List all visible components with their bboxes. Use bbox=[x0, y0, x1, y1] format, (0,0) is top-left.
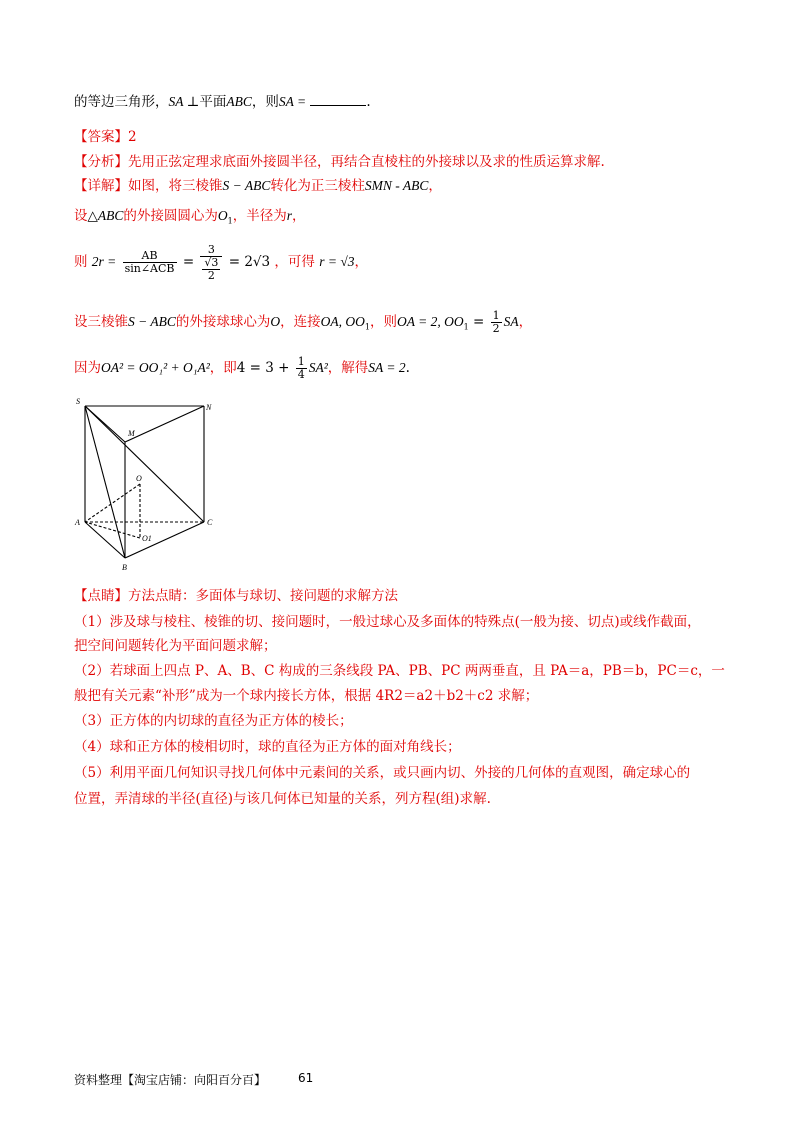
label-a: A bbox=[75, 518, 80, 527]
edge-sc bbox=[85, 406, 204, 522]
equation-radius: 则 2r = $\frac{AB}{\text{sin∠ACB}}$ = 3 √3 2 = 2√3 ，可得 r = √3， bbox=[74, 242, 368, 282]
tips-item: （1）涉及球与棱柱、棱锥的切、接问题时，一般过球心及多面体的特殊点(一般为接、切点)或线作截面， bbox=[74, 614, 701, 630]
tips-title: 【点睛】方法点睛：多面体与球切、接问题的求解方法 bbox=[74, 588, 398, 604]
label-o: O bbox=[136, 474, 142, 483]
tips-item: （5）利用平面几何知识寻找几何体中元素间的关系，或只画内切、外接的几何体的直观图，确定球心的 bbox=[74, 765, 691, 781]
question-tail: 的等边三角形，SA ⊥平面ABC，则SA = . bbox=[74, 94, 371, 110]
fraction-half: $\frac{1}{2}$ bbox=[492, 309, 500, 335]
page-number: 61 bbox=[298, 1071, 314, 1085]
analysis-tag: 【分析】 bbox=[74, 154, 128, 170]
answer-value: 2 bbox=[128, 129, 137, 145]
label-b: B bbox=[122, 563, 127, 572]
detail-line: 【详解】如图，将三棱锥S − ABC转化为正三棱柱SMN - ABC， bbox=[74, 178, 442, 194]
tips-tag: 【点睛】 bbox=[74, 588, 128, 604]
tips-item: 把空间问题转化为平面问题求解； bbox=[74, 638, 277, 654]
analysis-line: 【分析】先用正弦定理求底面外接圆半径，再结合直棱柱的外接球以及求的性质运算求解. bbox=[74, 154, 605, 170]
label-m: M bbox=[128, 429, 135, 438]
answer-line bbox=[74, 127, 137, 147]
label-o1: O1 bbox=[142, 534, 152, 543]
tips-item: （4）球和正方体的棱相切时，球的直径为正方体的面对角线长； bbox=[74, 739, 461, 755]
segment-oa bbox=[85, 484, 140, 522]
footer-source: 资料整理【淘宝店铺：向阳百分百】 bbox=[74, 1073, 267, 1087]
fraction-3-sqrt3: 3 √3 2 bbox=[200, 244, 222, 282]
edge-bc bbox=[125, 522, 204, 558]
tips-item: 般把有关元素“补形”成为一个球内接长方体，根据 4R2＝a2＋b2＋c2 求解； bbox=[74, 688, 539, 704]
edge-sb bbox=[85, 406, 125, 558]
fraction-quarter: $\frac{1}{4}$ bbox=[297, 355, 305, 381]
circle-line: 设△ABC的外接圆圆心为$O_1$，半径为r， bbox=[74, 208, 306, 226]
prism-figure bbox=[70, 398, 220, 578]
because-line: 因为OA² = OO₁² + O₁A²，即4 = 3 + $\frac{1}{4}$ SA²，解得SA = 2. bbox=[74, 355, 410, 381]
edge-mn bbox=[125, 406, 204, 442]
tips-item: （2）若球面上四点 P、A、B、C 构成的三条线段 PA、PB、PC 两两垂直，且 PA＝a，PB＝b，PC＝c，一 bbox=[74, 663, 725, 679]
fraction-ab-sin: $\frac{AB}{\text{sin∠ACB}}$ bbox=[124, 249, 175, 275]
label-s: S bbox=[76, 398, 80, 406]
label-n: N bbox=[206, 403, 212, 412]
answer-tag: 【答案】 bbox=[74, 129, 128, 145]
label-c: C bbox=[207, 518, 213, 527]
sphere-line: 设三棱锥S − ABC的外接球球心为O，连接OA, $OO_1$，则OA = 2, $OO_1$ = $\frac{1}{2}$ SA， bbox=[74, 309, 533, 335]
detail-tag: 【详解】 bbox=[74, 178, 128, 194]
tips-item: 位置，弄清球的半径(直径)与该几何体已知量的关系，列方程(组)求解. bbox=[74, 791, 491, 807]
answer-blank bbox=[310, 93, 366, 106]
tips-item: （3）正方体的内切球的直径为正方体的棱长； bbox=[74, 713, 353, 729]
